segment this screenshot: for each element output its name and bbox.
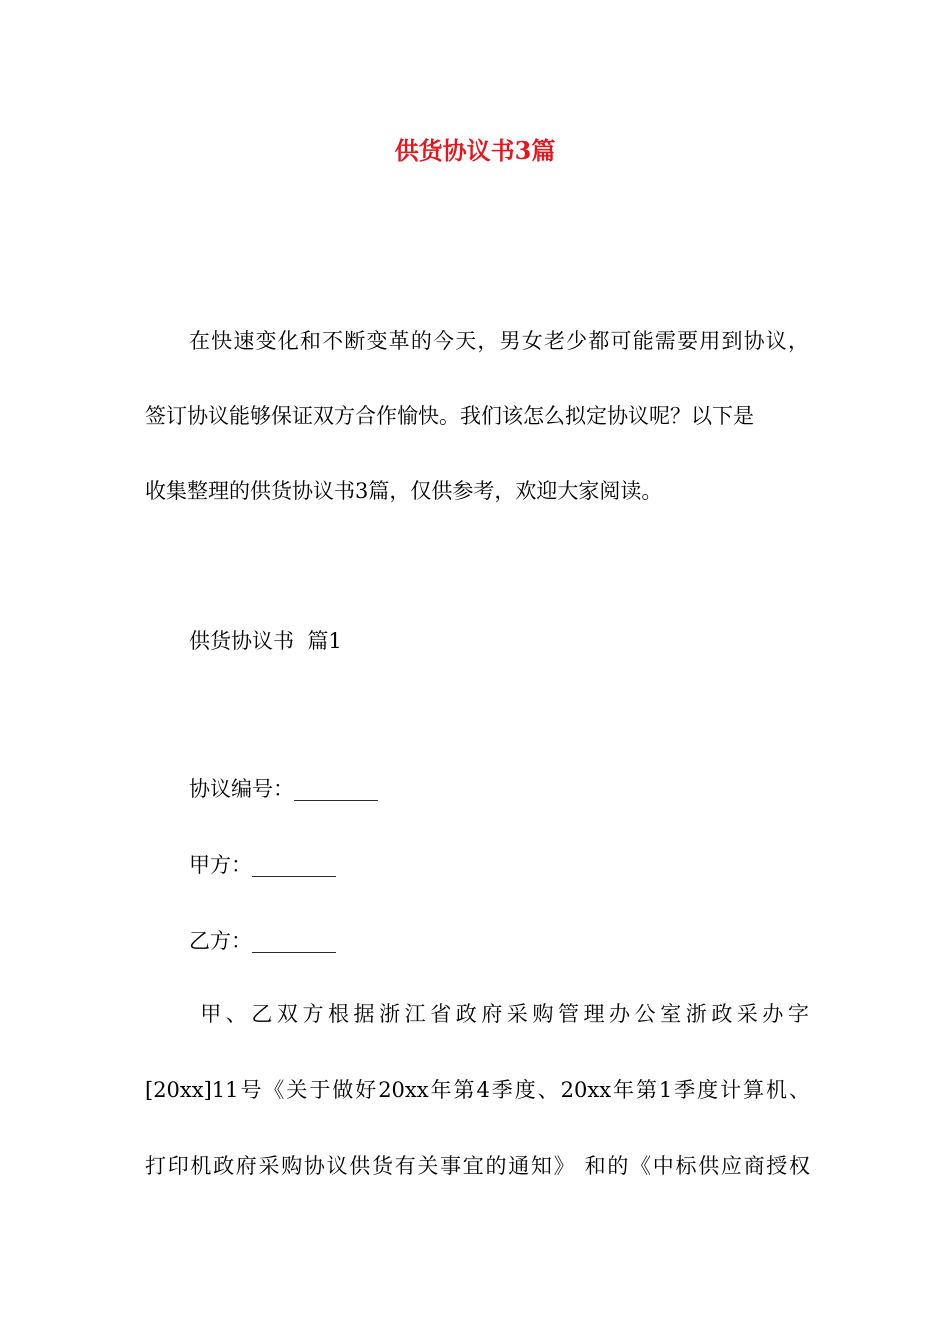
party-b-field: 乙方：________ (189, 929, 336, 953)
section-heading: 供货协议书 篇1 (189, 629, 342, 653)
body-line-3: 打印机政府采购协议供货有关事宜的通知》 和的《中标供应商授权 (145, 1154, 810, 1178)
intro-line-3: 收集整理的供货协议书3篇，仅供参考，欢迎大家阅读。 (145, 479, 663, 503)
agreement-number-field: 协议编号：________ (189, 777, 378, 801)
body-line-2: [20xx]11号《关于做好20xx年第4季度、20xx年第1季度计算机、 (145, 1078, 810, 1102)
party-a-field: 甲方：________ (189, 853, 336, 877)
intro-line-2: 签订协议能够保证双方合作愉快。我们该怎么拟定协议呢？以下是 (145, 404, 754, 428)
intro-line-1: 在快速变化和不断变革的今天，男女老少都可能需要用到协议， (189, 329, 809, 353)
document-title: 供货协议书3篇 (394, 136, 556, 165)
body-line-1: 甲、乙双方根据浙江省政府采购管理办公室浙政采办字 (189, 1002, 809, 1026)
